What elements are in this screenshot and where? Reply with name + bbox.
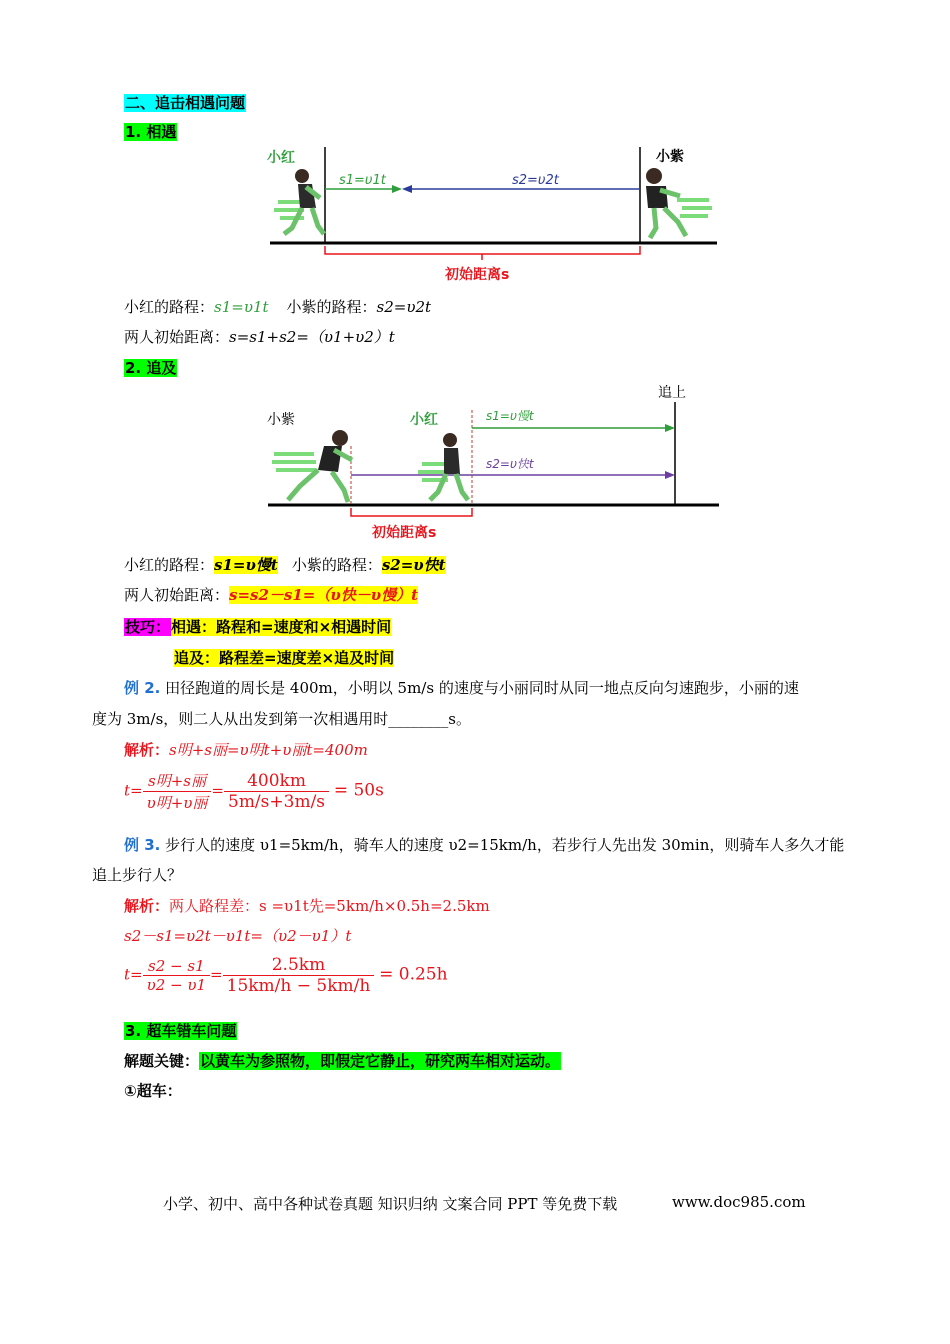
footer-url: www.doc985.com <box>672 1193 806 1211</box>
section-title-text: 二、追击相遇问题 <box>125 94 246 112</box>
subheading-chase-text: 2. 追及 <box>125 359 177 377</box>
chase-line-2: 两人初始距离：s=s2－s1=（υ快－υ慢）t <box>124 586 419 604</box>
fig2-s1-label: s1=υ慢t <box>486 409 534 423</box>
key-line: 解题关键：以黄车为参照物，即假定它静止，研究两车相对运动。 <box>124 1052 561 1070</box>
runner-xiaohong-icon <box>274 169 324 234</box>
distance-bracket-2 <box>351 508 472 516</box>
s2-arrowhead <box>402 185 412 193</box>
fig1-s2-label: s2=υ2t <box>512 173 559 188</box>
runner-xiaohong-chase-icon <box>418 433 468 500</box>
fig1-right-name: 小紫 <box>656 149 684 165</box>
fig1-left-name: 小红 <box>267 150 295 166</box>
fig2-left-name: 小紫 <box>267 412 295 428</box>
chase-diagram <box>262 380 722 540</box>
fig2-mid-name: 小红 <box>410 412 438 428</box>
meet-line-2: 两人初始距离：s=s1+s2=（υ1+υ2）t <box>124 328 395 346</box>
subheading-overtake-text: 3. 超车错车问题 <box>125 1022 237 1040</box>
example-3-answer-2: s2－s1=υ2t－υ1t=（υ2－υ1）t <box>124 927 352 945</box>
example-3-line-2: 追上步行人？ <box>92 866 183 884</box>
distance-bracket <box>325 246 640 254</box>
meet-line-1: 小红的路程：s1=υ1t 小紫的路程：s2=υ2t <box>124 298 432 316</box>
fig2-distance-label: 初始距离s <box>372 525 437 540</box>
tips-line-2: 追及：路程差=速度差×追及时间 <box>174 649 395 667</box>
meeting-diagram <box>262 142 722 287</box>
s1-arrowhead <box>392 185 402 193</box>
subheading-overtake <box>124 1020 237 1041</box>
section-title <box>124 92 246 113</box>
fig1-s1-label: s1=υ1t <box>339 173 386 188</box>
fig2-s2-label: s2=υ快t <box>486 457 534 471</box>
example-3-line-1: 例 3. 步行人的速度 υ1=5km/h，骑车人的速度 υ2=15km/h，若步行人先出发 30min，则骑车人多久才能 <box>124 836 845 854</box>
subheading-meet-text: 1. 相遇 <box>125 123 177 141</box>
runner-xiaozi-icon <box>646 168 712 238</box>
overtake-heading: ①超车： <box>124 1082 182 1100</box>
example-2-line-2: 度为 3m/s，则二人从出发到第一次相遇用时________s。 <box>92 710 471 728</box>
example-2-formula: t= $\frac{\text{s明+s丽}}{\text{υ明+υ丽}}$ = $\frac{400km}{5m/s+3m/s}$ = 50s <box>124 771 384 812</box>
subheading-chase <box>124 357 177 378</box>
example-2-line-1: 例 2. 田径跑道的周长是 400m，小明以 5m/s 的速度与小丽同时从同一地点反向匀速跑步，小丽的速 <box>124 679 799 697</box>
runner-xiaozi-chase-icon <box>272 430 352 502</box>
chase-line-1: 小红的路程：s1=υ慢t 小紫的路程：s2=υ快t <box>124 556 446 574</box>
tips-line-1: 技巧：相遇：路程和=速度和×相遇时间 <box>125 618 392 636</box>
fig2-finish-label: 追上 <box>658 385 686 401</box>
example-3-answer: 解析：两人路程差：s =υ1t先=5km/h×0.5h=2.5km <box>124 897 490 915</box>
subheading-meet <box>124 121 177 142</box>
example-3-formula: t= $\frac{s2 - s1}{\upsilon 2 - \upsilon 1}$ = $\frac{2.5km}{15km/h - 5km/h}$ = 0.25h <box>124 955 448 996</box>
tips-label: 技巧： <box>125 618 171 636</box>
fig1-distance-label: 初始距离s <box>445 267 510 283</box>
example-2-answer: 解析：s明+s丽=υ明t+υ丽t=400m <box>124 741 368 759</box>
footer-text: 小学、初中、高中各种试卷真题 知识归纳 文案合同 PPT 等免费下载 <box>163 1195 618 1213</box>
